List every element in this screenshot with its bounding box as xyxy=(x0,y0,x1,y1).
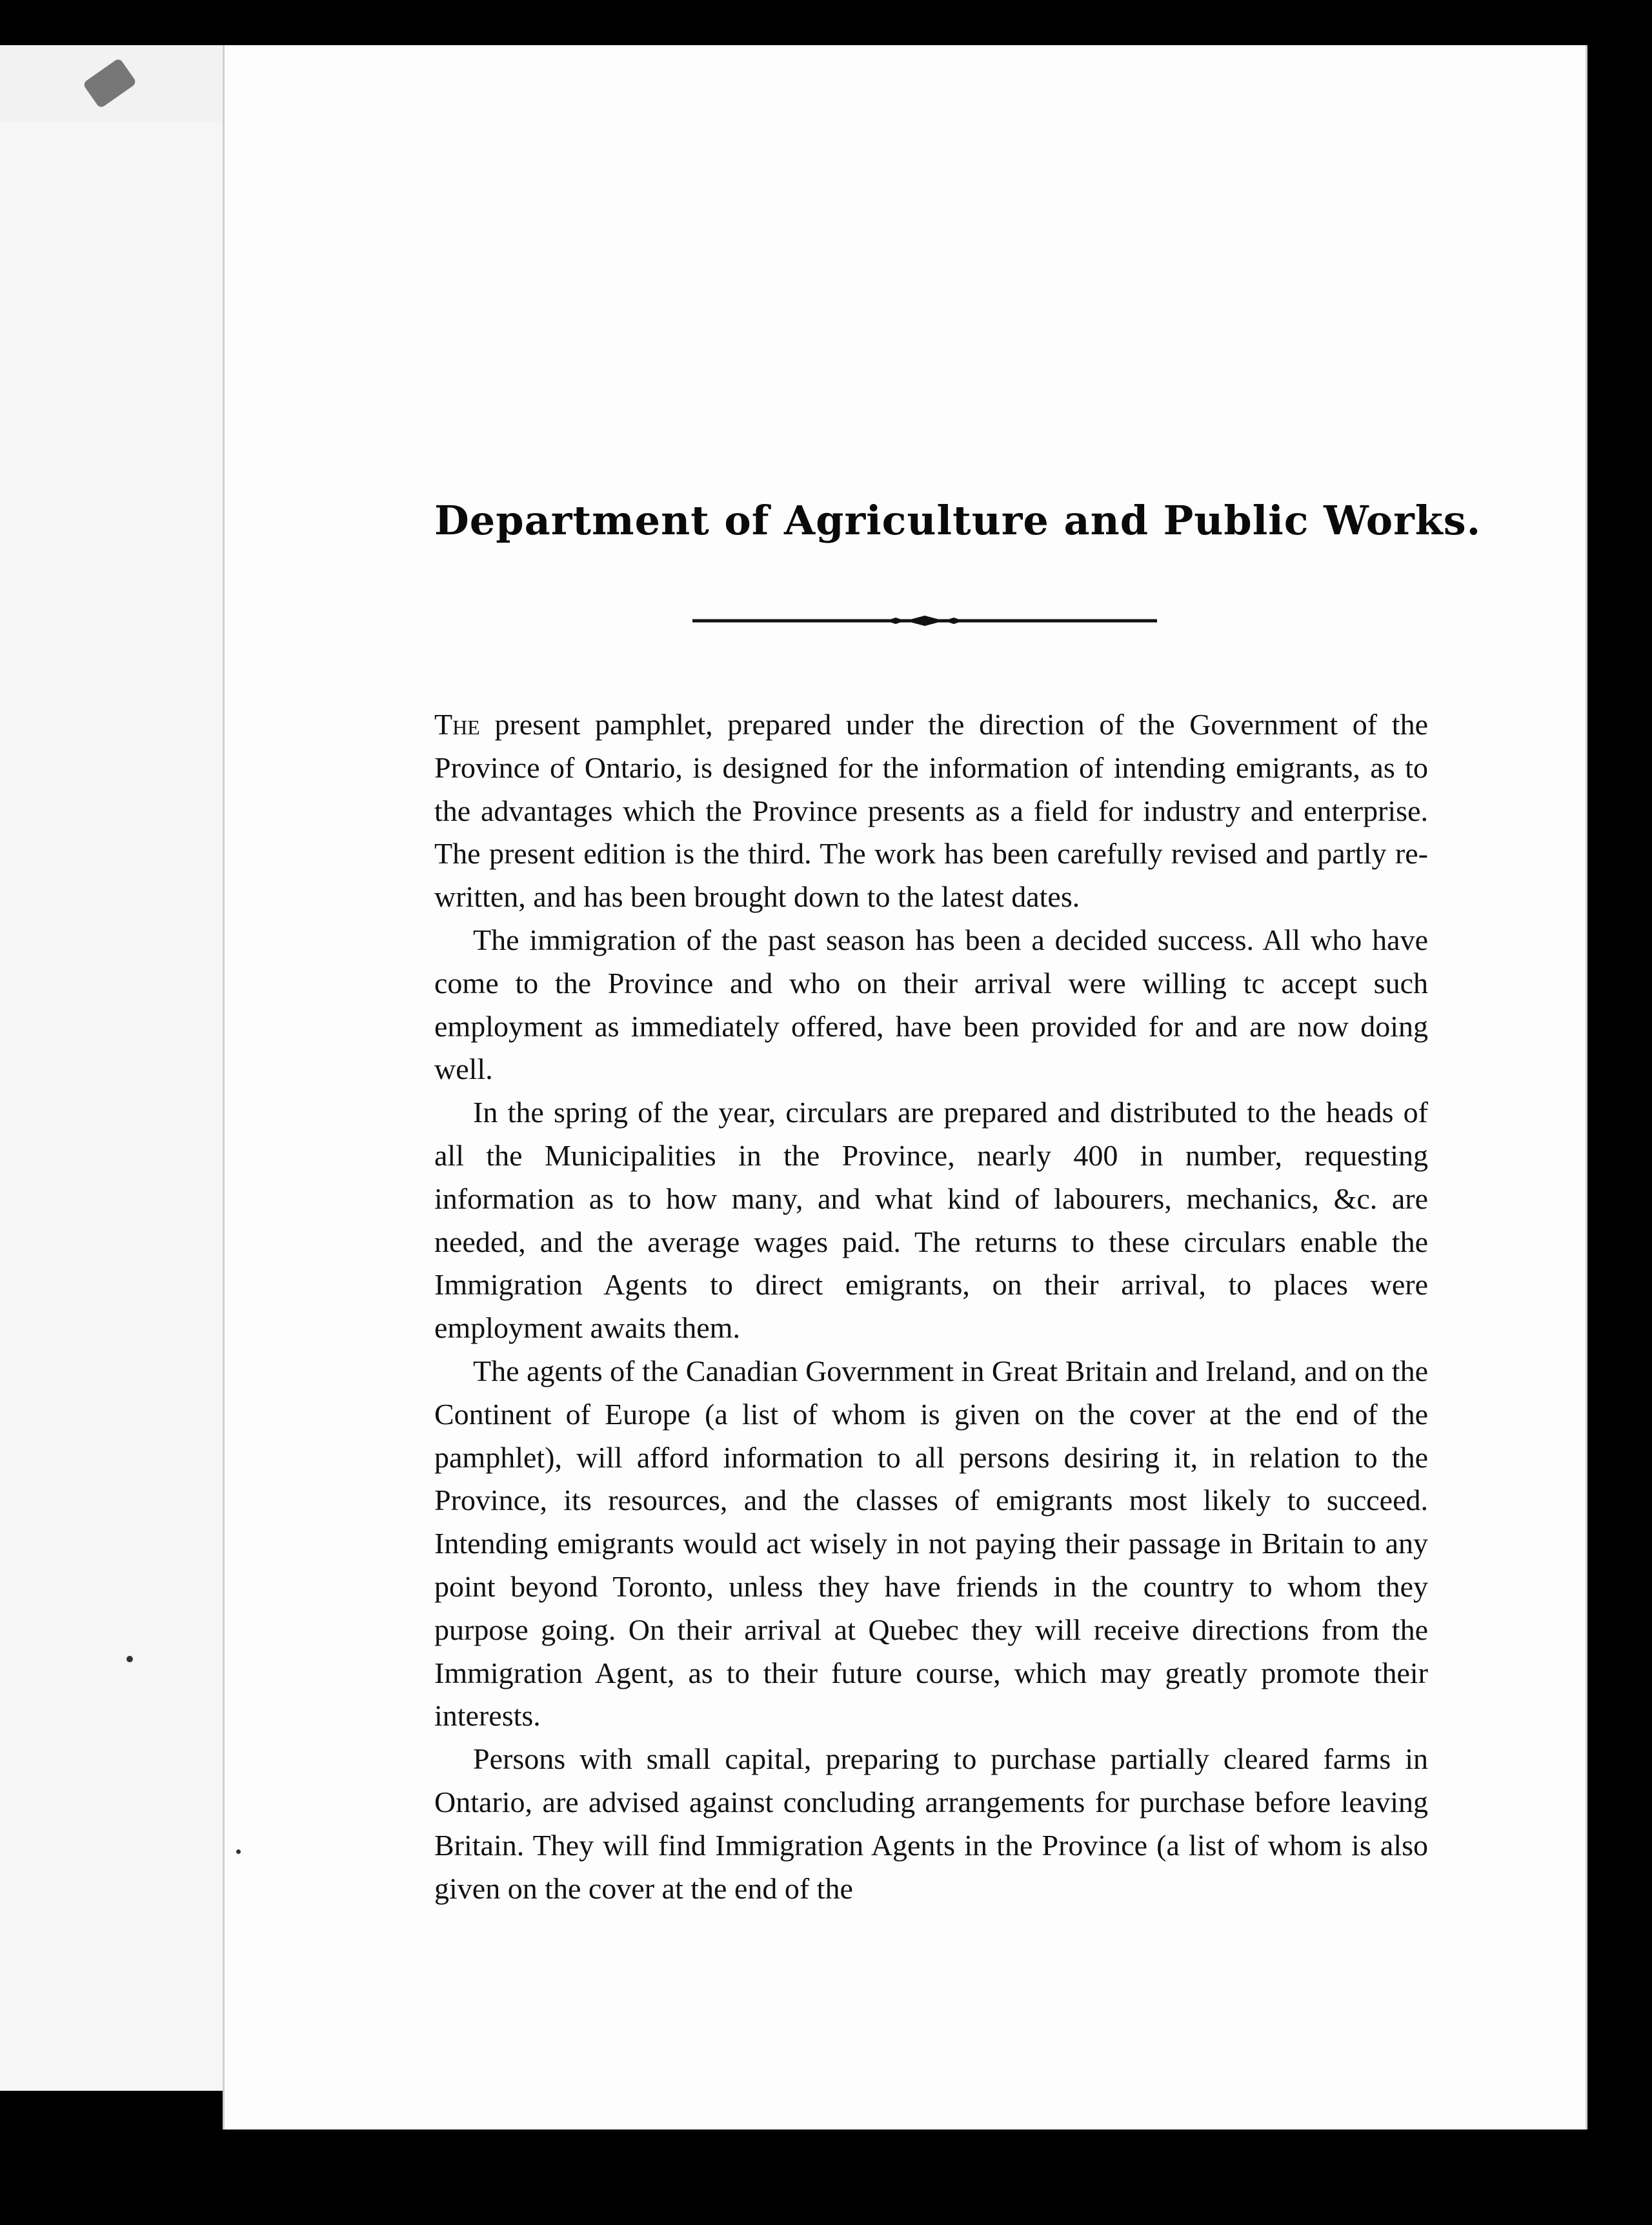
paragraph-3: In the spring of the year, circulars are prepared and distributed to the heads of all the Municipalities in the Province, nearly 400 in number, requesting information as to how many, and what kind of labourers, mechanics, &c. are needed, and the average wages paid. The returns to these circulars enable the Immigration Agents to direct emigrants, on their arrival, to places were employment awaits them. xyxy=(434,1096,1428,1345)
ornamental-rule xyxy=(692,613,1157,629)
scan-speck xyxy=(236,1849,241,1854)
body-text xyxy=(434,703,1428,1910)
ornamental-rule-graphic xyxy=(692,613,1157,629)
paragraph-2: The immigration of the past season has been a decided success. All who have come to the Province and who on their arrival were willing tc accept such employment as immediately offered, have been provided for and are now doing well. xyxy=(434,923,1428,1086)
paragraph-1-text: present pamphlet, prepared under the direction of the Government of the Province of Ontario, is designed for the information of intending emigrants, as to the advantages which the Province presents as a field for industry and enterprise. The present edition is the third. The work has been carefully revised and partly re-written, and has been brought down to the latest dates. xyxy=(434,708,1428,914)
paragraph-4: The agents of the Canadian Government in Great Britain and Ireland, and on the Continent of Europe (a list of whom is given on the cover at the end of the pamphlet), will afford information to all persons desiring it, in relation to the Province, its resources, and the classes of emigrants most likely to succeed. Intending emigrants would act wisely in not paying their passage in Britain to any point beyond Toronto, unless they have friends in the country to whom they purpose going. On their arrival at Quebec they will receive directions from the Immigration Agent, as to their future course, which may greatly promote their interests. xyxy=(434,1354,1428,1733)
scan-speck xyxy=(126,1656,133,1662)
document-page xyxy=(223,45,1587,2129)
page-heading: Department of Agriculture and Public Works. xyxy=(434,497,1482,544)
paragraph-5: Persons with small capital, preparing to purchase partially cleared farms in Ontario, are advised against concluding arrangements for purchase before leaving Britain. They will find Immigration Agents in the Province (a list of whom is also given on the cover at the end of the xyxy=(434,1742,1428,1905)
paragraph-1 xyxy=(434,703,1428,919)
paragraph-1-lead: The xyxy=(434,708,480,741)
